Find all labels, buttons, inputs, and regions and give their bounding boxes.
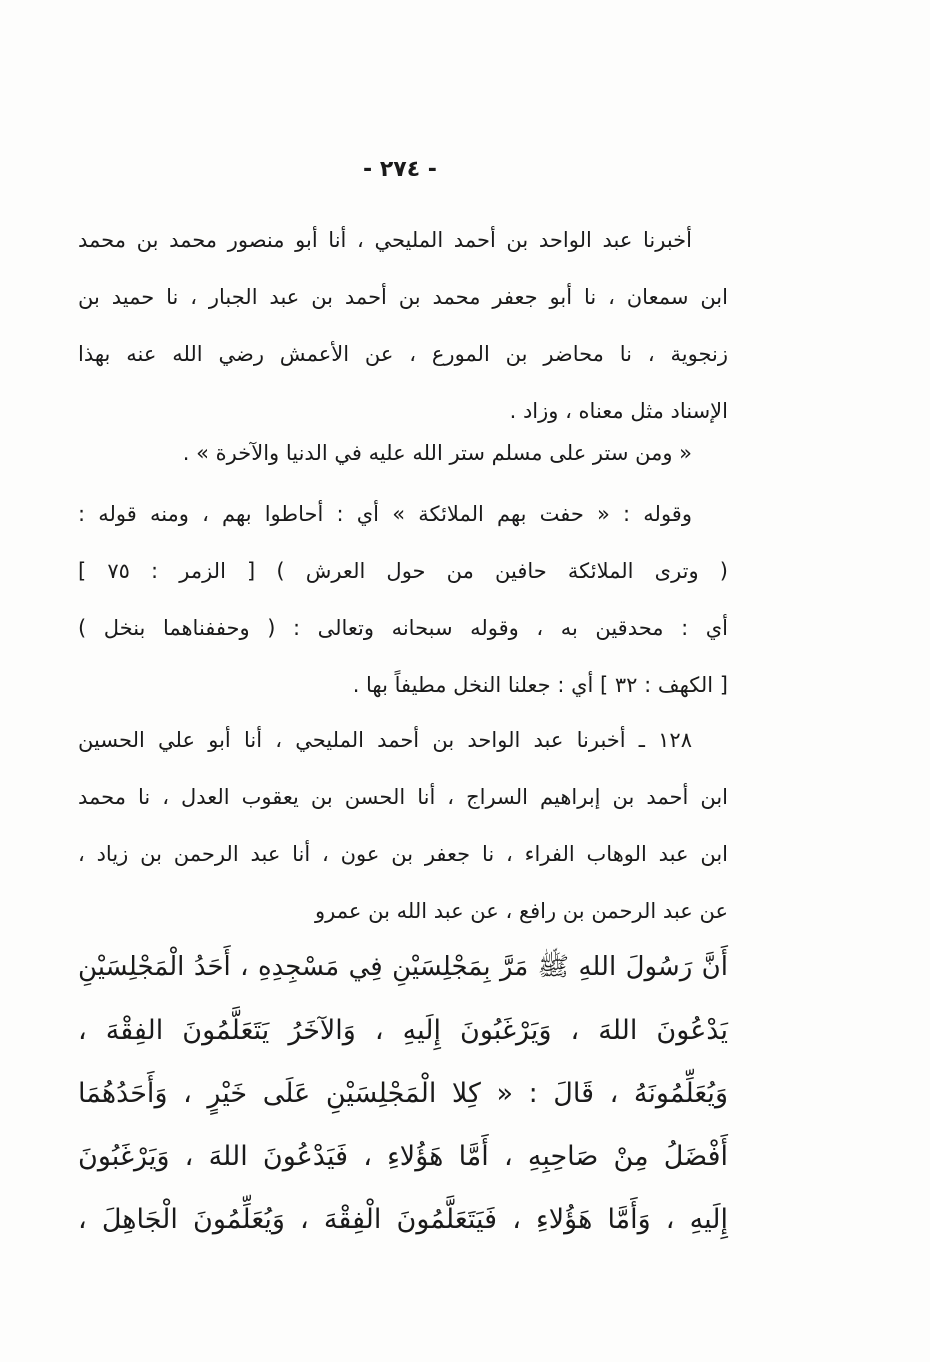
hadith-line: وَيُعَلِّمُونَهُ ، قَالَ : « كِلا الْمَجْلِسَيْنِ عَلَى خَيْرٍ ، وَأَحَدُهُمَا [78, 1078, 728, 1109]
text-line: ابن سمعان ، نا أبو جعفر محمد بن أحمد بن عبد الجبار ، نا حميد بن [78, 285, 728, 309]
text-line: زنجوية ، نا محاضر بن المورع ، عن الأعمش رضي الله عنه بهذا [78, 342, 728, 366]
text-line: الإسناد مثل معناه ، وزاد . [509, 399, 728, 423]
text-line: ١٢٨ ـ أخبرنا عبد الواحد بن أحمد المليحي ، أنا أبو علي الحسين [78, 728, 692, 752]
text-line: وقوله : « حفت بهم الملائكة » أي : أحاطوا بهم ، ومنه قوله : [78, 502, 692, 526]
text-line: ابن أحمد بن إبراهيم السراج ، أنا الحسن بن يعقوب العدل ، نا محمد [78, 785, 728, 809]
text-line: « ومن ستر على مسلم ستر الله عليه في الدنيا والآخرة » . [182, 441, 692, 465]
hadith-line: إِلَيهِ ، وَأَمَّا هَؤُلاءِ ، فَيَتَعَلَّمُونَ الْفِقْهَ ، وَيُعَلِّمُونَ الْجَاهِلَ ، [78, 1204, 728, 1235]
isnad-paragraph-1 [78, 212, 728, 440]
hadith-line: أَنَّ رَسُولَ اللهِ ﷺ مَرَّ بِمَجْلِسَيْنِ فِي مَسْجِدِهِ ، أَحَدُ الْمَجْلِسَيْنِ [78, 952, 728, 982]
text-line: ( وترى الملائكة حافين من حول العرش ) [ الزمر : ٧٥ ] [78, 559, 728, 583]
hadith-line: أَفْضَلُ مِنْ صَاحِبِهِ ، أَمَّا هَؤُلاءِ ، فَيَدْعُونَ اللهَ ، وَيَرْغَبُونَ [78, 1141, 728, 1172]
text-line: عن عبد الرحمن بن رافع ، عن عبد الله بن عمرو [315, 899, 728, 923]
hadith-line: يَدْعُونَ اللهَ ، وَيَرْغَبُونَ إِلَيهِ ، وَالآخَرُ يَتَعَلَّمُونَ الفِقْهَ ، [78, 1015, 728, 1046]
text-line: أي : محدقين به ، وقوله سبحانه وتعالى : ( وحففناهما بنخل ) [78, 616, 728, 640]
text-line: أخبرنا عبد الواحد بن أحمد المليحي ، أنا أبو منصور محمد بن محمد [78, 228, 692, 252]
page-number: - ٢٧٤ - [363, 157, 437, 182]
text-line: ابن عبد الوهاب الفراء ، نا جعفر بن عون ، أنا عبد الرحمن بن زياد ، [78, 842, 728, 866]
text-line: [ الكهف : ٣٢ ] أي : جعلنا النخل مطيفاً بها . [352, 673, 728, 697]
isnad-paragraph-2 [78, 712, 728, 940]
commentary-paragraph [78, 486, 728, 714]
quote-paragraph [78, 425, 728, 482]
hadith-text [78, 936, 728, 1251]
